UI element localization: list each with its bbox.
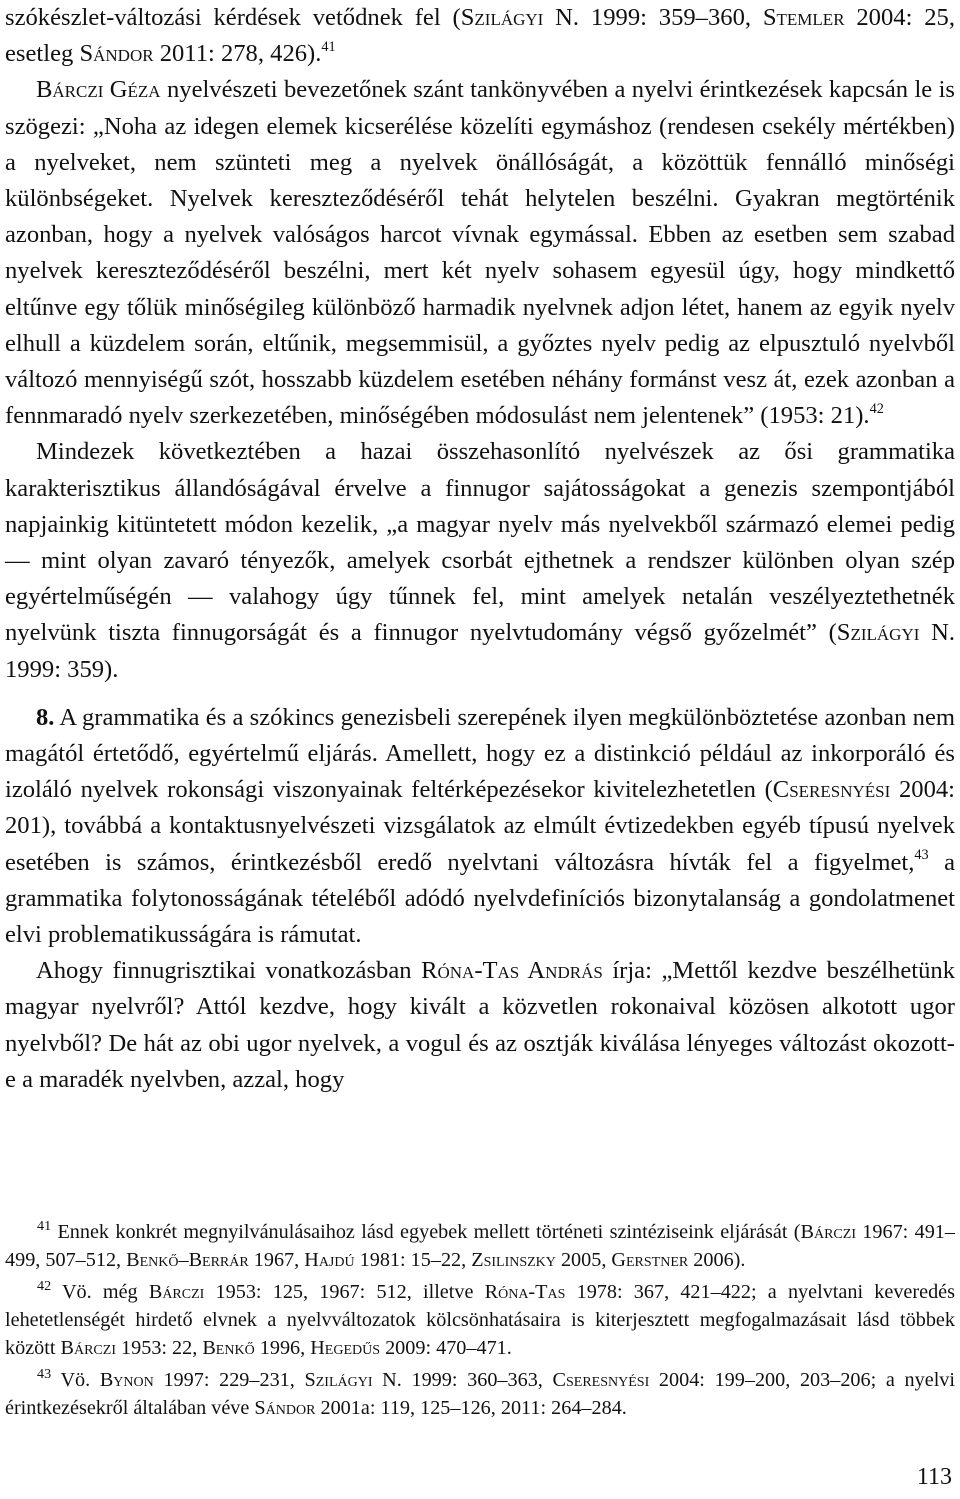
author-name: Szilágyi N.	[460, 4, 580, 31]
author-name: Sándor	[79, 40, 154, 68]
text-span: 2004: 25, esetleg	[5, 4, 955, 68]
text-span: 1999: 359).	[5, 655, 119, 683]
text-span: Ahogy finnugrisztikai vonatkozásban	[36, 957, 422, 985]
text-span: szókészlet-változási kérdések vetődnek fel (	[5, 4, 461, 31]
main-text	[5, 0, 955, 1098]
text-span: Vö. még	[51, 1281, 149, 1303]
footnote-number: 42	[37, 1278, 52, 1295]
footnote-ref-42: 42	[869, 400, 884, 417]
text-span: 2005,	[555, 1249, 612, 1271]
author-name: Zsilinszky	[471, 1249, 556, 1271]
author-name: Bárczi	[800, 1221, 856, 1243]
text-span: 2001a: 119, 125–126, 2011: 264–284.	[315, 1397, 627, 1419]
author-name: Hajdú	[304, 1249, 355, 1271]
paragraph-3	[5, 434, 955, 687]
paragraph-1	[5, 0, 955, 72]
author-name: Róna-Tas	[484, 1281, 566, 1303]
text-span: 2004: 201), továbbá a kontaktusnyelvészeti vizsgálatok az elmúlt évtizedekben egyéb típusú nyelvek esetében is számos, érintkezésből eredő nyelvtani változásra hívták fel a figyelmet,	[5, 776, 955, 876]
text-span: 2006).	[688, 1249, 746, 1271]
text-span: 1999: 360–363,	[401, 1369, 553, 1391]
author-name: Benkő	[202, 1337, 255, 1359]
author-name: Bárczi	[60, 1337, 116, 1359]
text-span: Ennek konkrét megnyilvánulásaihoz lásd egyebek mellett történeti szintéziseink eljárását (	[51, 1221, 801, 1243]
author-name: Róna-Tas András	[421, 957, 603, 985]
text-span: 1967: 491–499, 507–512,	[5, 1221, 955, 1271]
text-span: 1996,	[254, 1337, 311, 1359]
text-span: írja: „Mettől kezdve beszélhetünk magyar nyelvről? Attól kezdve, hogy kivált a közvetlen rokonaival közösen alkotott ugor nyelvből? De hát az obi ugor nyelvek, a vogul és az osztják kiválása lényeges változást okozott-e a maradék nyelvben, azzal, hogy	[5, 957, 955, 1093]
page-body	[5, 0, 955, 1098]
section-number: 8.	[36, 703, 55, 731]
author-name: Sándor	[254, 1397, 316, 1419]
text-span: nyelvészeti bevezetőnek szánt tankönyvében a nyelvi érintkezések kapcsán le is szögezi: „Noha az idegen elemek kicserélése közelíti egymáshoz (rendesen csekély mértékben) a nyelveket, nem szünteti meg a nyelvek önállóságát, a közöttük fennálló minőségi különbségeket. Nyelvek kereszteződéséről tehát helytelen beszélni. Gyakran megtörténik azonban, hogy a nyelvek valóságos harcot vívnak egymással. Ebben az esetben sem szabad nyelvek kereszteződéséről beszélni, mert két nyelv sohasem egyesül úgy, hogy mindkettő eltűnve egy tőlük minőségileg különböző harmadik nyelvnek adjon létet, hanem az egyik nyelv elhull a küzdelem során, eltűnik, megsemmisül, a győztes nyelv pedig az elpusztuló nyelvből változó mennyiségű szót, hosszabb küzdelem esetében néhány formánst vesz át, ezek azonban a fennmaradó nyelv szerkezetében, minőségében módosulást nem jelentenek” (1953: 21).	[5, 76, 956, 430]
text-span: a grammatika folytonosságának tételéből adódó nyelvdefiníciós bizonytalanság a gondolatmenet elvi problematikusságára is rámutat.	[5, 848, 955, 949]
paragraph-2	[5, 72, 955, 434]
footnote-41	[5, 1218, 955, 1274]
author-name: Bárczi	[148, 1281, 205, 1303]
footnote-number: 41	[37, 1218, 52, 1235]
text-span: 2004: 199–200, 203–206; a nyelvi érintkezésekről általában véve	[5, 1369, 956, 1419]
text-span: Mindezek következtében a hazai összehasonlító nyelvészek az ősi grammatika karakterisztikus állandóságával érvelve a finnugor sajátosságokat a genezis szempontjából napjainkig kitüntetett módon kezelik, „a magyar nyelv más nyelvekből származó elemei pedig — mint olyan zavaró tényezők, amelyek csorbát ejthetnek a rendszer különben olyan szép egyértelműségén — valahogy úgy tűnnek fel, mint amelyek netalán veszélyeztethetnék nyelvünk tiszta finnugorságát és a finnugor nyelvtudomány végső győzelmét” (	[5, 438, 955, 647]
author-name: Szilágyi N.	[304, 1369, 402, 1391]
author-name: Cseresnyési	[772, 776, 891, 804]
author-name: Bynon	[99, 1369, 154, 1391]
text-span: 1953: 22,	[115, 1337, 203, 1359]
author-name: Hegedűs	[310, 1337, 381, 1359]
footnote-ref-43: 43	[914, 846, 929, 863]
author-name: Gerstner	[611, 1249, 689, 1271]
text-span: Vö.	[51, 1369, 100, 1391]
footnote-number: 43	[37, 1366, 52, 1383]
paragraph-5	[5, 953, 955, 1098]
text-span: 1981: 15–22,	[354, 1249, 472, 1271]
text-span: 1978: 367, 421–422; a nyelvtani keveredés lehetetlenségét hirdető elvnek a nyelvváltozatok kölcsönhatásaira is kiterjesztett megfogalmazásait lásd többek között	[5, 1281, 955, 1359]
author-name: Bárczi Géza	[36, 76, 161, 104]
paragraph-4	[5, 700, 955, 953]
text-span: 1997: 229–231,	[153, 1369, 305, 1391]
page-number: 113	[916, 1464, 952, 1490]
author-name: Benkő–Berrár	[126, 1249, 249, 1271]
text-span: 1953: 125, 1967: 512, illetve	[204, 1281, 485, 1303]
text-span: 1999: 359–360,	[579, 4, 763, 31]
text-span: 1967,	[248, 1249, 305, 1271]
text-span: A grammatika és a szókincs genezisbeli szerepének ilyen megkülönböztetése azonban nem magától értetődő, egyértelmű eljárás. Amellett, hogy ez a distinkció például az inkorporáló és izoláló nyelvek rokonsági viszonyainak feltérképezésekor kivitelezhetetlen (	[5, 703, 955, 804]
author-name: Szilágyi N.	[836, 619, 955, 647]
footnotes	[5, 1218, 955, 1426]
footnote-43	[5, 1366, 955, 1422]
author-name: Cseresnyési	[552, 1369, 650, 1391]
text-span: 2011: 278, 426).	[153, 40, 322, 68]
text-span: 2009: 470–471.	[380, 1337, 512, 1359]
footnote-ref-41: 41	[321, 38, 336, 55]
footnote-42	[5, 1278, 955, 1362]
author-name: Stemler	[762, 4, 845, 31]
